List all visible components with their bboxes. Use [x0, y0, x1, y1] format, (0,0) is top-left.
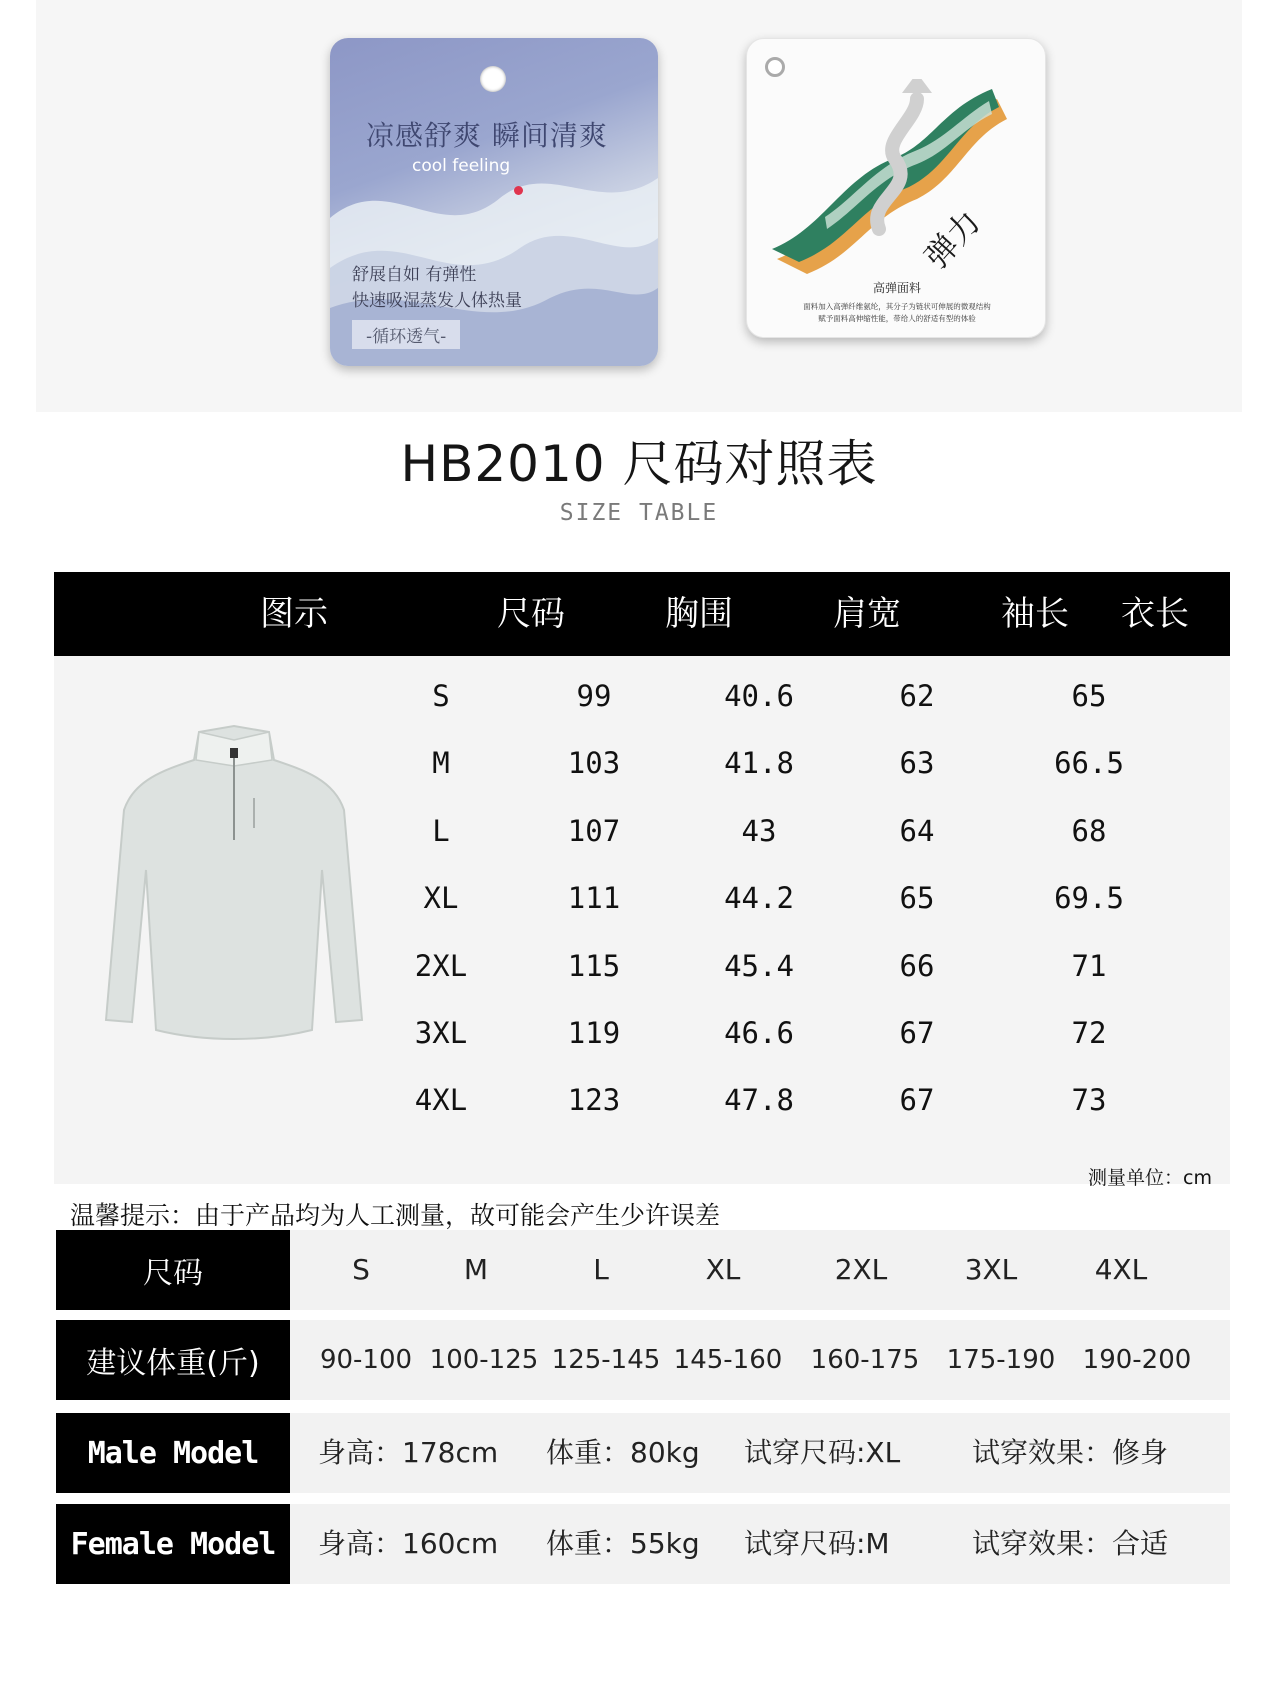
weight-row-label: 建议体重(斤) — [56, 1320, 290, 1400]
cell-length: 65 — [1071, 679, 1107, 713]
cell-length: 69.5 — [1054, 881, 1124, 915]
size-table-body — [54, 656, 1230, 1189]
size-label-row — [56, 1230, 1230, 1310]
cell-shoulder: 43 — [741, 814, 777, 848]
size-value: 3XL — [964, 1253, 1018, 1286]
header-sleeve: 袖长 — [1001, 594, 1069, 634]
table-row — [54, 666, 1230, 726]
hang-tags-banner — [36, 0, 1242, 412]
cell-chest: 99 — [576, 679, 612, 713]
cell-shoulder: 44.2 — [724, 881, 794, 915]
cell-size: 4XL — [414, 1083, 468, 1117]
size-value: M — [463, 1253, 489, 1286]
size-value: XL — [705, 1253, 741, 1286]
cool-tag-subtitle: cool feeling — [412, 156, 511, 176]
cell-size: 2XL — [414, 949, 468, 983]
cell-size: L — [432, 814, 450, 848]
table-row — [54, 936, 1230, 996]
cell-shoulder: 47.8 — [724, 1083, 794, 1117]
measurement-unit: 测量单位：cm — [1088, 1167, 1212, 1189]
header-size: 尺码 — [497, 594, 565, 634]
cell-sleeve: 63 — [899, 746, 935, 780]
tag-hole — [480, 66, 506, 92]
table-row — [54, 1070, 1230, 1130]
measurement-notice: 温馨提示：由于产品均为人工测量，故可能会产生少许误差 — [70, 1201, 721, 1230]
size-value: L — [593, 1253, 609, 1286]
header-diagram: 图示 — [260, 594, 328, 634]
weight-value: 175-190 — [946, 1345, 1056, 1375]
weight-value: 100-125 — [429, 1345, 539, 1375]
cell-shoulder: 46.6 — [724, 1016, 794, 1050]
stretch-label: 弹力 — [916, 202, 989, 276]
cell-chest: 115 — [567, 949, 621, 983]
female-weight: 体重：55kg — [546, 1527, 700, 1560]
weight-row — [56, 1320, 1230, 1400]
cell-chest: 103 — [567, 746, 621, 780]
cell-size: S — [432, 679, 450, 713]
size-value: 2XL — [834, 1253, 888, 1286]
cell-sleeve: 67 — [899, 1016, 935, 1050]
header-shoulder: 肩宽 — [833, 594, 901, 634]
cool-tag-title: 凉感舒爽 瞬间清爽 — [366, 119, 608, 152]
stretch-fabric-tag — [746, 38, 1046, 338]
stretch-desc-line2: 赋予面料高伸缩性能，带给人的舒适有型的体验 — [818, 314, 976, 323]
header-length: 衣长 — [1121, 594, 1189, 634]
cell-length: 68 — [1071, 814, 1107, 848]
cell-length: 73 — [1071, 1083, 1107, 1117]
male-height: 身高：178cm — [318, 1436, 499, 1469]
size-row-label: 尺码 — [56, 1230, 290, 1310]
cell-shoulder: 45.4 — [724, 949, 794, 983]
cell-sleeve: 65 — [899, 881, 935, 915]
cool-tag-line2: 快速吸湿蒸发人体热量 — [352, 291, 522, 311]
cell-length: 71 — [1071, 949, 1107, 983]
cell-shoulder: 40.6 — [724, 679, 794, 713]
weight-value: 145-160 — [673, 1345, 783, 1375]
female-height: 身高：160cm — [318, 1527, 499, 1560]
size-table-header — [54, 572, 1230, 656]
table-row — [54, 868, 1230, 928]
cell-size: XL — [423, 881, 459, 915]
cell-sleeve: 67 — [899, 1083, 935, 1117]
weight-value: 90-100 — [319, 1345, 413, 1375]
female-try-size: 试穿尺码:M — [744, 1527, 890, 1560]
cell-sleeve: 64 — [899, 814, 935, 848]
cell-sleeve: 62 — [899, 679, 935, 713]
table-row — [54, 733, 1230, 793]
male-fit: 试穿效果：修身 — [972, 1436, 1169, 1469]
size-value: S — [352, 1253, 370, 1286]
weight-value: 190-200 — [1082, 1345, 1192, 1375]
header-chest: 胸围 — [665, 594, 733, 634]
cell-chest: 123 — [567, 1083, 621, 1117]
stretch-fabric-name: 高弹面料 — [872, 281, 921, 295]
table-row — [54, 801, 1230, 861]
female-model-row — [56, 1504, 1230, 1584]
cell-chest: 111 — [567, 881, 621, 915]
male-weight: 体重：80kg — [546, 1436, 700, 1469]
cell-chest: 119 — [567, 1016, 621, 1050]
page-subtitle: SIZE TABLE — [559, 500, 719, 526]
size-value: 4XL — [1094, 1253, 1148, 1286]
cool-tag-pill: -循环透气- — [352, 320, 460, 349]
cell-length: 66.5 — [1054, 746, 1124, 780]
cool-feeling-tag — [330, 38, 658, 366]
weight-value: 125-145 — [551, 1345, 661, 1375]
cell-chest: 107 — [567, 814, 621, 848]
male-model-label: Male Model — [56, 1413, 290, 1493]
cell-size: 3XL — [414, 1016, 468, 1050]
tag-hole — [765, 57, 785, 77]
weight-value: 160-175 — [810, 1345, 920, 1375]
page-title: HB2010 尺码对照表 — [400, 435, 878, 493]
red-dot-icon — [514, 186, 523, 195]
cool-tag-line1: 舒展自如 有弹性 — [352, 265, 477, 285]
male-try-size: 试穿尺码:XL — [744, 1436, 901, 1469]
table-row — [54, 1003, 1230, 1063]
female-model-label: Female Model — [56, 1504, 290, 1584]
male-model-row — [56, 1413, 1230, 1493]
stretch-desc-line1: 面料加入高弹纤维氨纶，其分子为链状可伸展的微观结构 — [803, 302, 991, 311]
female-fit: 试穿效果：合适 — [972, 1527, 1169, 1560]
cell-size: M — [432, 746, 450, 780]
cell-sleeve: 66 — [899, 949, 935, 983]
stretch-fabric-illustration — [767, 79, 1027, 279]
cell-shoulder: 41.8 — [724, 746, 794, 780]
cell-length: 72 — [1071, 1016, 1107, 1050]
